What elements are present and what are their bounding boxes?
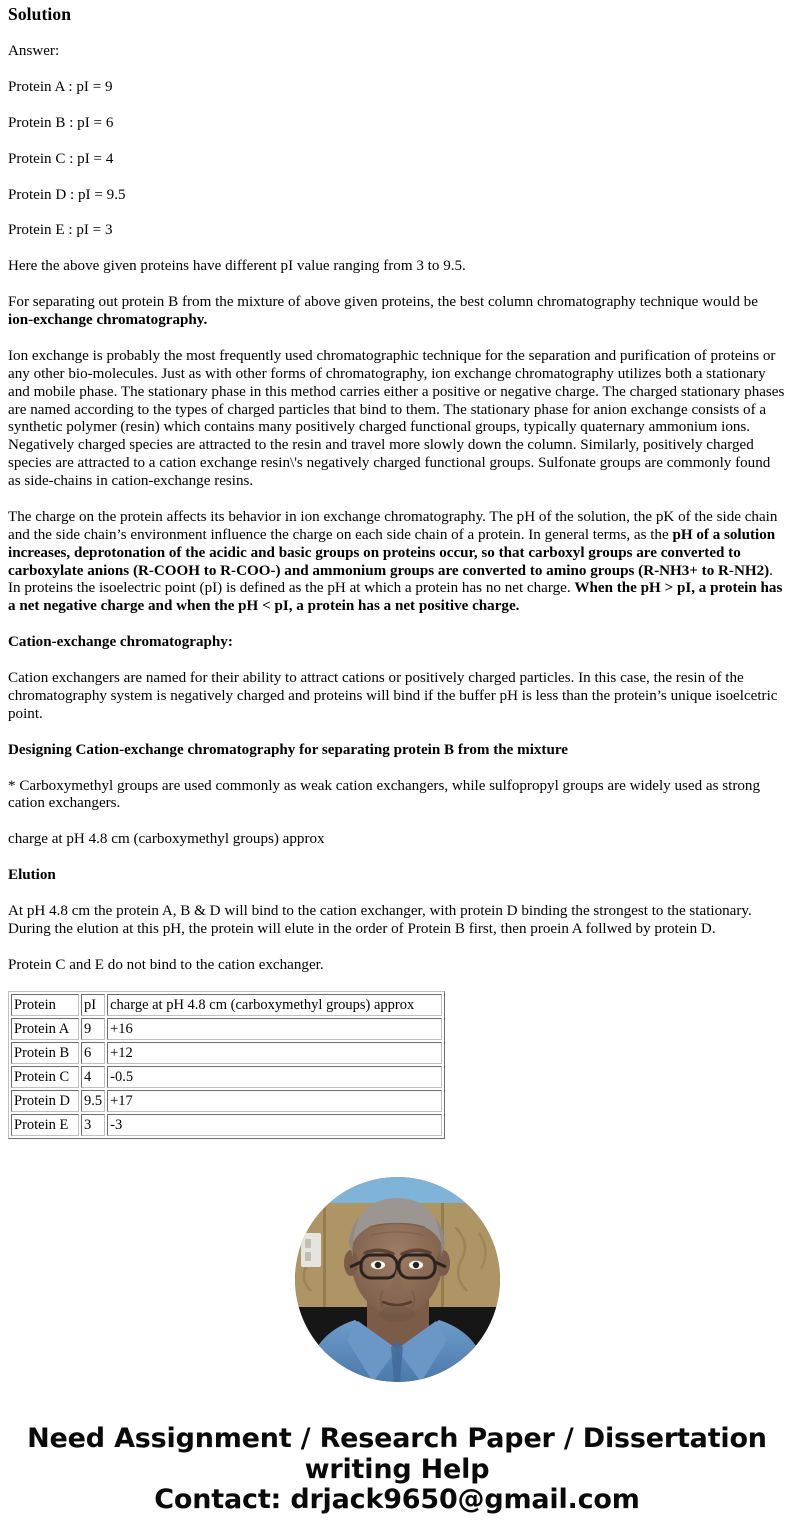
cell-protein: Protein D bbox=[11, 1090, 79, 1112]
protein-d-pi: Protein D : pI = 9.5 bbox=[8, 186, 126, 203]
cell-charge: -3 bbox=[107, 1114, 442, 1136]
cell-charge: +17 bbox=[107, 1090, 442, 1112]
cell-pi: 9 bbox=[81, 1018, 105, 1040]
spacer bbox=[8, 760, 786, 778]
spacer bbox=[8, 61, 786, 79]
cell-charge: -0.5 bbox=[107, 1066, 442, 1088]
spacer bbox=[8, 204, 786, 222]
footer-line-2: writing Help bbox=[304, 1453, 490, 1485]
no-bind-note: Protein C and E do not bind to the cation exchanger. bbox=[8, 956, 324, 973]
elution-paragraph: At pH 4.8 cm the protein A, B & D will bind to the cation exchanger, with protein D binding the strongest to the stationary. During the elution at this pH, the protein will elute in the order of Protein B first, then proein A follwed by protein D. bbox=[8, 903, 752, 937]
spacer bbox=[8, 652, 786, 670]
spacer bbox=[8, 330, 786, 348]
ion-exchange-paragraph: Ion exchange is probably the most frequently used chromatographic technique for the separation and purification of proteins or any other bio-molecules. Just as with other forms of chromatography, ion exchange chromatography utilizes both a stationary and mobile phase. The stationary phase in this method carries either a positive or negative charge. The charged stationary phases are named according to the types of charged particles that bind to them. The stationary phase for anion exchange consists of a synthetic polymer (resin) which contains many positively charged functional groups, typically quaternary ammonium ions. Negatively charged species are attracted to the resin and travel more slowly down the column. Similarly, positively charged species are attracted to a cation exchange resin\'s negatively charged functional groups. Sulfonate groups are commonly found as side-chains in cation-exchange resins. bbox=[8, 347, 785, 489]
cell-charge: +16 bbox=[107, 1018, 442, 1040]
charge-table-wrapper bbox=[8, 991, 786, 1140]
cell-protein: Protein B bbox=[11, 1042, 79, 1064]
table-header-pi: pI bbox=[81, 994, 105, 1016]
cell-pi: 4 bbox=[81, 1066, 105, 1088]
avatar-photo-illustration bbox=[295, 1177, 500, 1382]
table-row bbox=[11, 1066, 442, 1088]
spacer bbox=[0, 1382, 794, 1424]
protein-charge-table bbox=[8, 991, 445, 1140]
cell-protein: Protein E bbox=[11, 1114, 79, 1136]
cell-protein: Protein A bbox=[11, 1018, 79, 1040]
table-header-protein: Protein bbox=[11, 994, 79, 1016]
spacer bbox=[8, 616, 786, 634]
cell-pi: 3 bbox=[81, 1114, 105, 1136]
table-header-row bbox=[11, 994, 442, 1016]
cell-charge: +12 bbox=[107, 1042, 442, 1064]
spacer bbox=[8, 491, 786, 509]
table-row bbox=[11, 1090, 442, 1112]
cell-pi: 9.5 bbox=[81, 1090, 105, 1112]
answer-label: Answer: bbox=[8, 43, 60, 59]
separation-lead-text: For separating out protein B from the mixture of above given proteins, the best column chromatography technique would be bbox=[8, 294, 758, 311]
elution-heading bbox=[8, 867, 786, 885]
charge-paragraph-bold2: When the pH > pI, a protein has a net negative charge and when the pH < pI, a protein has a net positive charge. bbox=[8, 580, 783, 615]
elution-heading-text: Elution bbox=[8, 867, 56, 884]
protein-e-pi: Protein E : pI = 3 bbox=[8, 222, 113, 239]
footer-contact-banner bbox=[0, 1424, 794, 1515]
page-title: Solution bbox=[8, 4, 72, 24]
spacer bbox=[8, 133, 786, 151]
spacer bbox=[8, 97, 786, 115]
avatar-block bbox=[0, 1177, 794, 1382]
protein-c-pi: Protein C : pI = 4 bbox=[8, 150, 114, 167]
cell-protein: Protein C bbox=[11, 1066, 79, 1088]
spacer bbox=[8, 276, 786, 294]
protein-b-pi: Protein B : pI = 6 bbox=[8, 114, 114, 131]
footer-line-1: Need Assignment / Research Paper / Dissertation bbox=[27, 1423, 767, 1455]
table-row bbox=[11, 1018, 442, 1040]
protein-charge-paragraph bbox=[8, 509, 786, 616]
cell-pi: 6 bbox=[81, 1042, 105, 1064]
spacer bbox=[8, 724, 786, 742]
cation-exchange-heading bbox=[8, 634, 786, 652]
spacer bbox=[8, 240, 786, 258]
cation-exchange-paragraph: Cation exchangers are named for their ability to attract cations or positively charged particles. In this case, the resin of the chromatography system is negatively charged and proteins will bind if the buffer pH is less than the protein’s unique isoelcetric point. bbox=[8, 670, 778, 722]
table-row bbox=[11, 1042, 442, 1064]
avatar bbox=[295, 1177, 500, 1382]
separation-technique-name: ion-exchange chromatography. bbox=[8, 312, 208, 328]
charge-paragraph-bold1: pH of a solution increases, deprotonation of the acidic and basic groups on proteins occur, so that carboxyl groups are converted to carboxylate anions (R-COOH to R-COO-) and ammonium groups are converted to amino groups (R-NH3+ to R-NH2) bbox=[8, 526, 776, 579]
designing-heading-text: Designing Cation-exchange chromatography for separating protein B from the mixture bbox=[8, 741, 568, 758]
spacer bbox=[8, 25, 786, 43]
pi-range-note: Here the above given proteins have different pI value ranging from 3 to 9.5. bbox=[8, 258, 466, 275]
spacer bbox=[8, 169, 786, 187]
footer-line-3: Contact: drjack9650@gmail.com bbox=[154, 1483, 640, 1515]
spacer bbox=[8, 975, 786, 991]
separation-technique-paragraph bbox=[8, 294, 786, 330]
spacer bbox=[8, 939, 786, 957]
charge-at-ph-note: charge at pH 4.8 cm (carboxymethyl groups) approx bbox=[8, 831, 325, 848]
spacer bbox=[8, 885, 786, 903]
spacer bbox=[0, 1139, 794, 1177]
spacer bbox=[8, 813, 786, 831]
charge-paragraph-part2: . In proteins the isoelectric point (pI) is defined as the pH at which a protein has no net charge. bbox=[8, 562, 773, 597]
charge-paragraph-part1: The charge on the protein affects its behavior in ion exchange chromatography. The pH of the solution, the pK of the side chain and the side chain’s environment influence the charge on each side chain of a protein. In general terms, as the bbox=[8, 508, 778, 543]
cation-exchange-heading-text: Cation-exchange chromatography: bbox=[8, 634, 233, 651]
protein-a-pi: Protein A : pI = 9 bbox=[8, 78, 113, 95]
exchangers-note: * Carboxymethyl groups are used commonly as weak cation exchangers, while sulfopropyl groups are widely used as strong cation exchangers. bbox=[8, 777, 760, 812]
designing-heading bbox=[8, 742, 786, 760]
table-row bbox=[11, 1114, 442, 1136]
table-header-charge: charge at pH 4.8 cm (carboxymethyl groups) approx bbox=[107, 994, 442, 1016]
spacer bbox=[8, 849, 786, 867]
